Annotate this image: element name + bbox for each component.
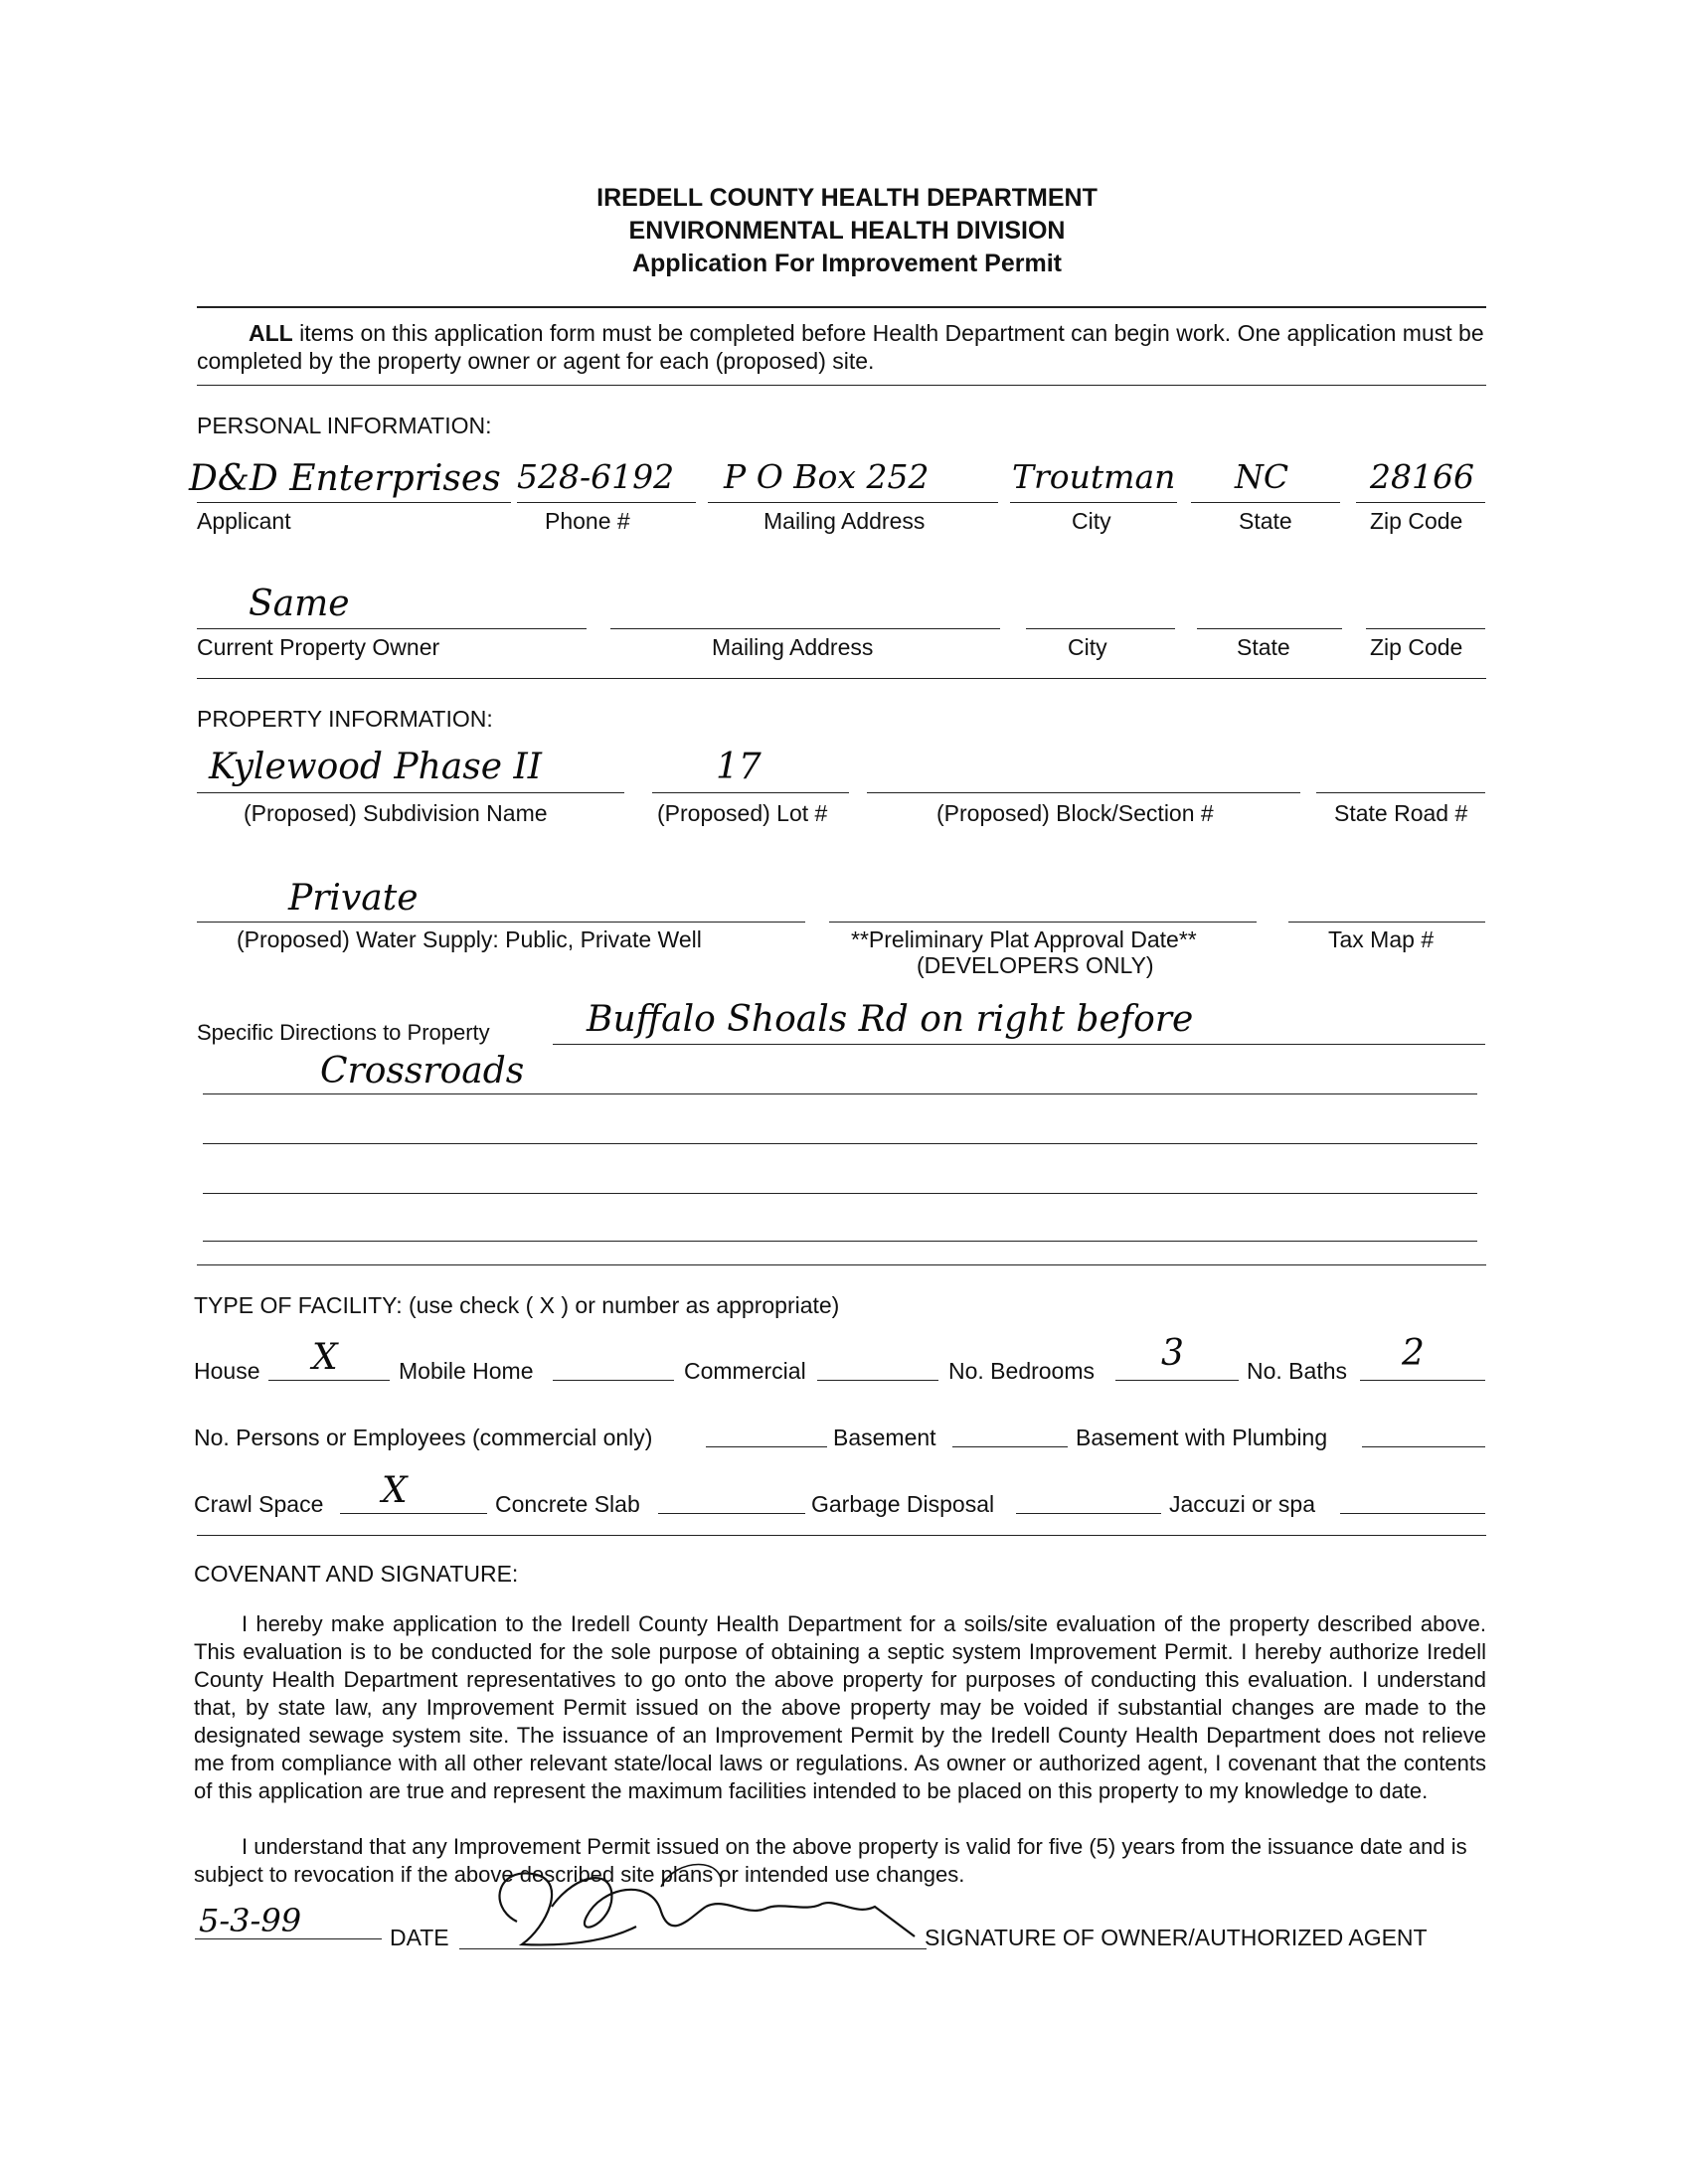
state-line <box>1191 502 1340 503</box>
plat-label: **Preliminary Plat Approval Date** <box>851 926 1197 952</box>
bedrooms-label: No. Bedrooms <box>948 1358 1096 1384</box>
lot-value[interactable]: 17 <box>716 747 762 787</box>
covenant-paragraph-2: I understand that any Improvement Permit issued on the above property is valid for five (5) years from the issuance date and is subject to revocation if the above described site plans or intended use changes. <box>194 1834 1467 1887</box>
owner-address-label: Mailing Address <box>712 634 874 660</box>
subdivision-line <box>197 792 624 793</box>
baths-value[interactable]: 2 <box>1402 1333 1425 1374</box>
baths-line <box>1360 1380 1485 1381</box>
house-label: House <box>194 1358 260 1384</box>
persons-line <box>706 1446 827 1447</box>
block-line <box>867 792 1300 793</box>
subdivision-label: (Proposed) Subdivision Name <box>244 800 548 826</box>
block-label: (Proposed) Block/Section # <box>936 800 1214 826</box>
developers-label: (DEVELOPERS ONLY) <box>917 952 1154 978</box>
applicant-address-value[interactable]: P O Box 252 <box>724 457 930 496</box>
owner-address-line <box>610 628 1000 629</box>
city-line <box>1010 502 1177 503</box>
divider <box>197 385 1486 386</box>
date-line <box>195 1938 382 1939</box>
directions-line-1[interactable]: Buffalo Shoals Rd on right before <box>587 999 1194 1040</box>
intro-bold: ALL <box>249 320 293 346</box>
applicant-line <box>197 502 511 503</box>
commercial-label: Commercial <box>684 1358 806 1384</box>
applicant-city-value[interactable]: Troutman <box>1012 457 1176 496</box>
basement-line <box>952 1446 1068 1447</box>
house-line <box>268 1380 390 1381</box>
owner-line <box>197 628 587 629</box>
divider <box>197 306 1486 308</box>
owner-value[interactable]: Same <box>249 584 350 624</box>
directions-line <box>553 1044 1485 1045</box>
lot-label: (Proposed) Lot # <box>657 800 828 826</box>
owner-state-line <box>1197 628 1342 629</box>
jaccuzi-label: Jaccuzi or spa <box>1169 1491 1316 1517</box>
divider <box>197 1264 1486 1265</box>
directions-label: Specific Directions to Property <box>197 1020 490 1045</box>
owner-city-label: City <box>1068 634 1107 660</box>
date-label: DATE <box>390 1925 449 1950</box>
intro-text <box>197 319 1489 375</box>
crawl-space-label: Crawl Space <box>194 1491 324 1517</box>
basement-label: Basement <box>833 1425 936 1450</box>
road-line <box>1316 792 1485 793</box>
facility-heading: TYPE OF FACILITY: (use check ( X ) or number as appropriate) <box>194 1292 840 1318</box>
phone-line <box>517 502 696 503</box>
owner-label: Current Property Owner <box>197 634 440 660</box>
owner-zip-label: Zip Code <box>1370 634 1463 660</box>
property-heading: PROPERTY INFORMATION: <box>197 706 493 732</box>
city-label: City <box>1072 508 1111 534</box>
phone-value[interactable]: 528-6192 <box>517 457 675 496</box>
address-label: Mailing Address <box>763 508 926 534</box>
basement-plumbing-label: Basement with Plumbing <box>1076 1425 1328 1450</box>
division-title: ENVIRONMENTAL HEALTH DIVISION <box>628 217 1066 245</box>
covenant-heading: COVENANT AND SIGNATURE: <box>194 1561 519 1587</box>
plat-line <box>829 922 1257 923</box>
directions-line-2[interactable]: Crossroads <box>320 1051 525 1092</box>
signature-label: SIGNATURE OF OWNER/AUTHORIZED AGENT <box>925 1925 1428 1950</box>
applicant-zip-value[interactable]: 28166 <box>1370 457 1474 496</box>
date-value[interactable]: 5-3-99 <box>199 1902 302 1939</box>
basement-plumbing-line <box>1362 1446 1485 1447</box>
signature-graphic <box>477 1847 944 1966</box>
mobile-home-label: Mobile Home <box>399 1358 534 1384</box>
divider <box>197 678 1486 679</box>
baths-label: No. Baths <box>1247 1358 1347 1384</box>
covenant-paragraph-1: I hereby make application to the Iredell County Health Department for a soils/site evaluation of the property described above. This evaluation is to be conducted for the sole purpose of obtaining a septic system Improvement Permit. I hereby authorize Iredell County Health Department representatives to go onto the above property for purposes of conducting this evaluation. I understand that, by state law, any Improvement Permit issued on the above property may be voided if substantial changes are made to the designated sewage system site. The issuance of an Improvement Permit by the Iredell County Health Department does not relieve me from compliance with all other relevant state/local laws or regulations. As owner or authorized agent, I covenant that the contents of this application are true and represent the maximum facilities intended to be placed on this property to my knowledge to date. <box>194 1611 1486 1803</box>
lot-line <box>652 792 849 793</box>
house-value[interactable]: X <box>312 1337 338 1378</box>
owner-state-label: State <box>1237 634 1290 660</box>
divider <box>197 1535 1486 1536</box>
state-label: State <box>1239 508 1292 534</box>
mobile-home-line <box>553 1380 674 1381</box>
crawl-space-line <box>340 1513 487 1514</box>
owner-zip-line <box>1366 628 1485 629</box>
directions-line <box>203 1093 1477 1094</box>
water-label: (Proposed) Water Supply: Public, Private Well <box>237 926 702 952</box>
taxmap-line <box>1288 922 1485 923</box>
bedrooms-value[interactable]: 3 <box>1161 1333 1184 1374</box>
department-title: IREDELL COUNTY HEALTH DEPARTMENT <box>596 184 1098 212</box>
concrete-slab-line <box>658 1513 805 1514</box>
directions-line <box>203 1193 1477 1194</box>
applicant-label: Applicant <box>197 508 291 534</box>
commercial-line <box>817 1380 938 1381</box>
intro-body: items on this application form must be completed before Health Department can begin work. One application must be completed by the property owner or agent for each (proposed) site. <box>197 320 1484 374</box>
crawl-space-value[interactable]: X <box>382 1470 408 1511</box>
applicant-value[interactable]: D&D Enterprises <box>189 458 501 499</box>
taxmap-label: Tax Map # <box>1328 926 1435 952</box>
persons-label: No. Persons or Employees (commercial only) <box>194 1425 653 1450</box>
zip-label: Zip Code <box>1370 508 1463 534</box>
applicant-state-value[interactable]: NC <box>1235 457 1289 496</box>
owner-city-line <box>1026 628 1175 629</box>
zip-line <box>1356 502 1485 503</box>
garbage-disposal-line <box>1016 1513 1161 1514</box>
garbage-disposal-label: Garbage Disposal <box>811 1491 995 1517</box>
bedrooms-line <box>1115 1380 1239 1381</box>
form-title: Application For Improvement Permit <box>631 250 1062 277</box>
concrete-slab-label: Concrete Slab <box>495 1491 640 1517</box>
subdivision-value[interactable]: Kylewood Phase II <box>209 747 542 787</box>
address-line <box>708 502 998 503</box>
directions-line <box>203 1241 1477 1242</box>
water-supply-value[interactable]: Private <box>288 878 419 919</box>
personal-heading: PERSONAL INFORMATION: <box>197 413 492 438</box>
directions-line <box>203 1143 1477 1144</box>
phone-label: Phone # <box>545 508 630 534</box>
road-label: State Road # <box>1334 800 1468 826</box>
jaccuzi-line <box>1340 1513 1485 1514</box>
water-line <box>197 922 805 923</box>
